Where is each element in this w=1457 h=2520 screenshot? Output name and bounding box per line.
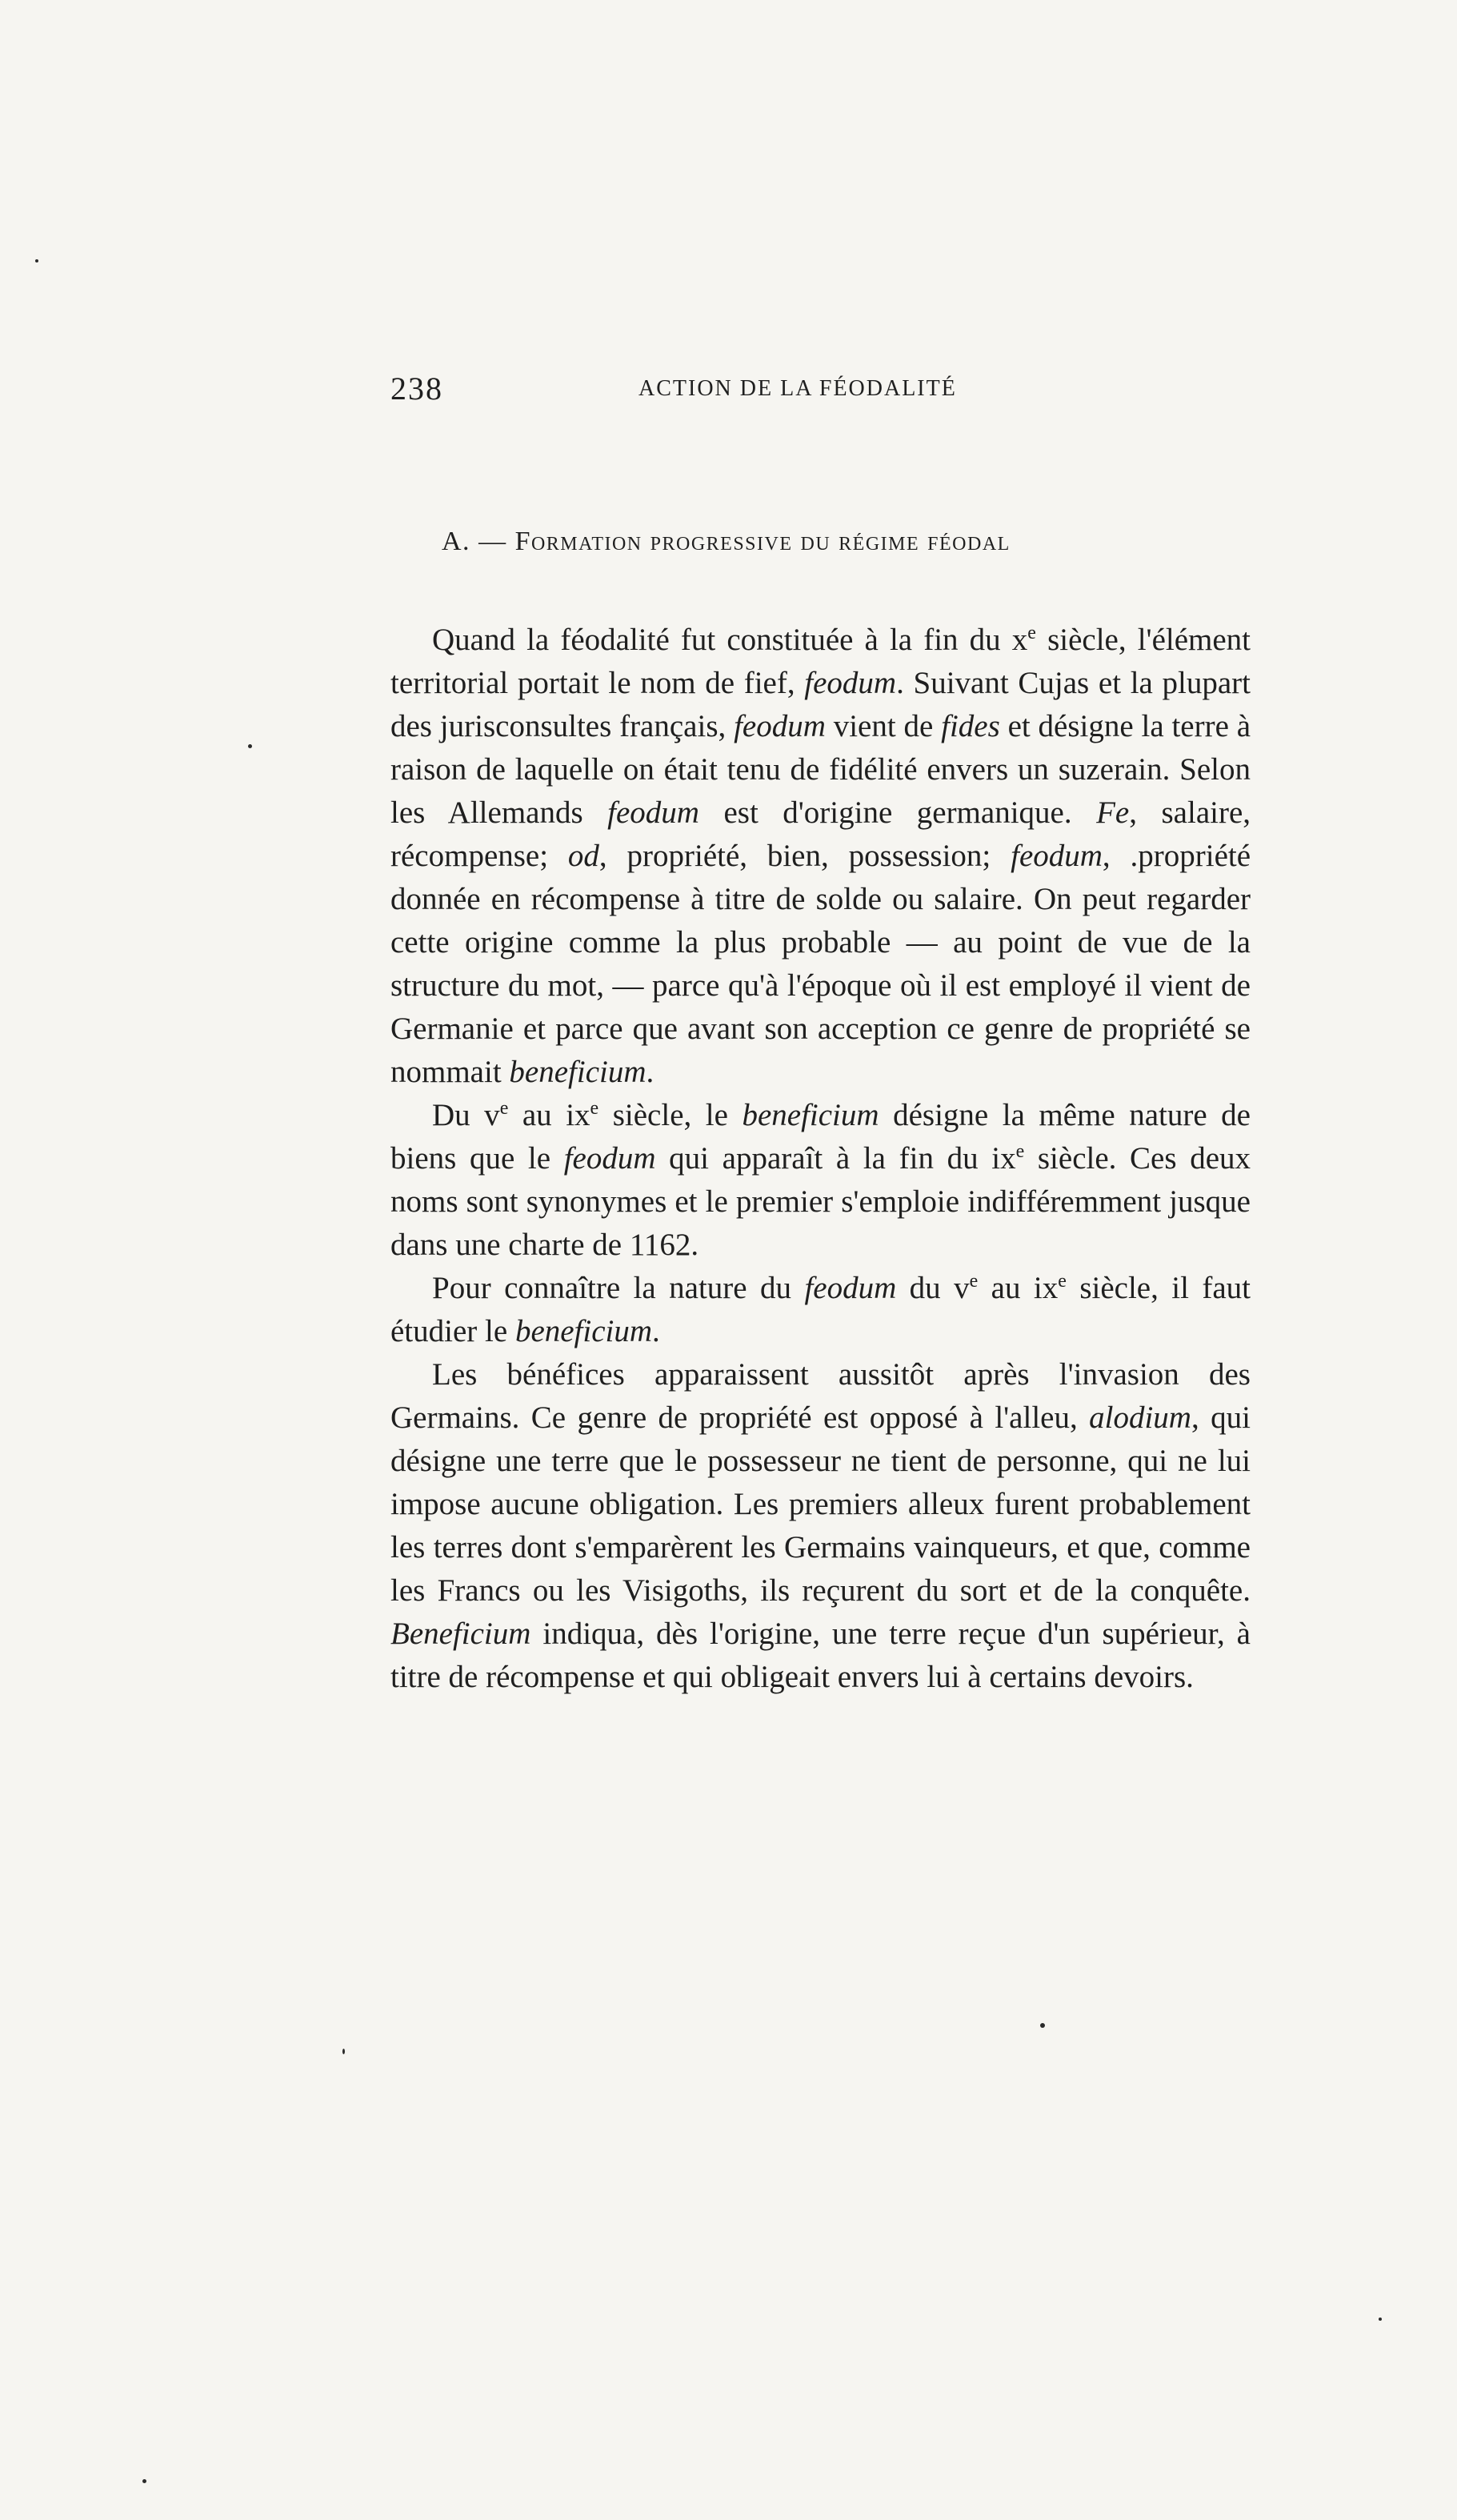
text-run: siècle. Ces deux noms sont synonymes et le premier s'emploie indifféremment jusque dans une charte de 1162. [390,1141,1251,1262]
italic-term: feodum [734,709,826,743]
italic-term: feodum [804,666,897,700]
text-run: siècle, l'élément territorial portait le nom de fief, [390,623,1251,700]
italic-term: Fe [1096,795,1130,830]
text-run: désigne la même nature de biens que le [390,1098,1251,1176]
paragraph [390,619,1251,1094]
running-head: ACTION DE LA FÉODALITÉ [638,376,957,401]
italic-term: od [567,839,599,873]
text-run: au ix [508,1098,590,1132]
text-run: siècle, le [598,1098,743,1132]
text-run: , salaire, récompense; [390,795,1251,873]
paragraph [390,1267,1251,1353]
section-title: Formation progressive du régime féodal [514,527,1011,556]
scan-speck [142,2479,146,2483]
text-run: , qui désigne une terre que le possesseur ne tient de personne, qui ne lui impose aucune obligation. Les premiers alleux furent probablement les terres dont s'emparèrent les Germains vainqueurs, et que, comme les Francs ou les Visigoths, ils reçurent du sort et de la conquête. [390,1400,1251,1608]
text-run: et désigne la terre à raison de laquelle on était tenu de fidélité envers un suzerain. Selon les Allemands [390,709,1251,830]
text-run: vient de [825,709,942,743]
scan-speck [342,2049,345,2054]
superscript-text: e [1015,1141,1025,1162]
section-dash: — [478,527,507,556]
text-run: . [646,1055,654,1089]
italic-term: feodum [607,795,699,830]
italic-term: beneficium [509,1055,646,1089]
italic-term: Beneficium [390,1617,531,1651]
text-run: indiqua, dès l'origine, une terre reçue d'un supérieur, à titre de récompense et qui obligeait envers lui à certains devoirs. [390,1617,1251,1694]
text-run: , .propriété donnée en récompense à titre de solde ou salaire. On peut regarder cette origine comme la plus probable — au point de vue de la structure du mot, — parce qu'à l'époque où il est employé il vient de Germanie et parce que avant son acception ce genre de propriété se nommait [390,839,1251,1089]
paragraph [390,1094,1251,1267]
paragraph [390,1353,1251,1699]
superscript-text: e [969,1271,979,1292]
text-run: siècle, il faut étudier le [390,1271,1251,1348]
italic-term: beneficium [514,1314,653,1348]
italic-term: alodium [1089,1400,1191,1435]
section-letter: A. [442,527,471,556]
page-header [390,370,1247,418]
italic-term: fides [941,709,1000,743]
scan-speck [248,744,252,748]
italic-term: feodum [1011,839,1103,873]
text-run: au ix [978,1271,1059,1305]
text-run: Pour connaître la nature du [432,1271,805,1305]
text-run: Du v [432,1098,500,1132]
superscript-text: e [499,1098,509,1119]
text-run: Les bénéfices apparaissent aussitôt après l'invasion des Germains. Ce genre de propriété est opposé à l'alleu, [390,1357,1251,1435]
italic-term: beneficium [742,1098,879,1132]
text-run: . [652,1314,660,1348]
text-run: qui apparaît à la fin du ix [655,1141,1016,1176]
text-run: . Suivant Cujas et la plupart des jurisconsultes français, [390,666,1251,743]
section-heading [442,527,1011,557]
superscript-text: e [1058,1271,1067,1292]
scan-speck [35,259,38,262]
italic-term: feodum [563,1141,656,1176]
superscript-text: e [1027,623,1036,643]
scan-speck [1379,2318,1382,2321]
text-run: est d'origine germanique. [698,795,1097,830]
page-number: 238 [390,371,443,407]
text-run: Quand la féodalité fut constituée à la fin du x [432,623,1028,657]
italic-term: feodum [804,1271,897,1305]
text-run: , propriété, bien, possession; [598,839,1011,873]
text-run: du v [896,1271,970,1305]
superscript-text: e [590,1098,599,1119]
body-text [390,619,1251,1699]
scan-speck [1040,2023,1045,2028]
